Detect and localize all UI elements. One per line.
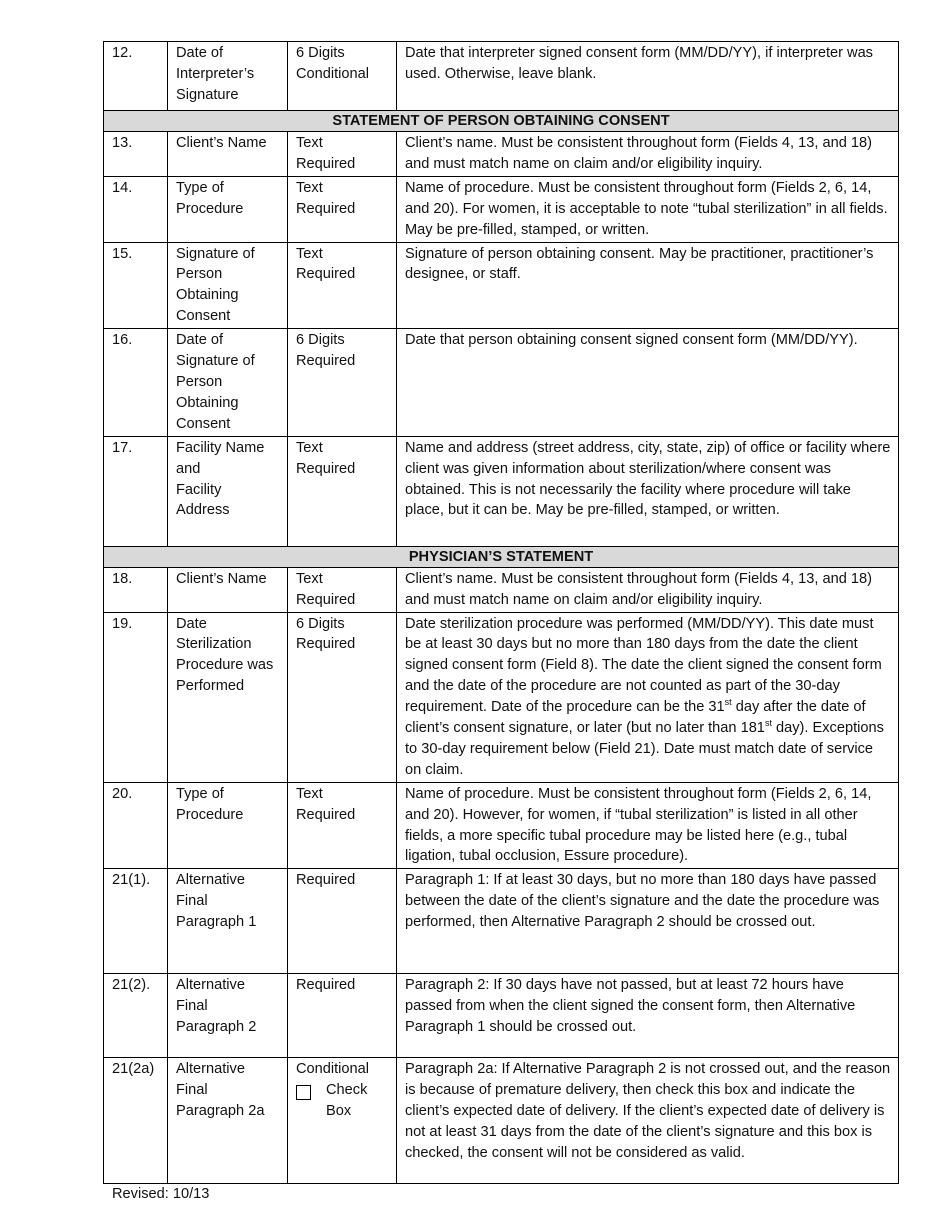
field-format: Required <box>288 869 397 974</box>
table-row <box>104 329 899 437</box>
table-row <box>104 974 899 1058</box>
field-number: 14. <box>104 176 168 242</box>
field-name: Signature of Person Obtaining Consent <box>168 242 288 329</box>
field-number: 15. <box>104 242 168 329</box>
field-number: 17. <box>104 436 168 546</box>
field-format: Text Required <box>288 436 397 546</box>
table-row <box>104 567 899 612</box>
field-number: 16. <box>104 329 168 437</box>
table-row <box>104 242 899 329</box>
field-format <box>288 1058 397 1184</box>
field-description: Client’s name. Must be consistent throughout form (Fields 4, 13, and 18) and must match name on claim and/or eligibility inquiry. <box>397 132 899 177</box>
field-number: 13. <box>104 132 168 177</box>
field-description: Paragraph 2: If 30 days have not passed, but at least 72 hours have passed from when the client signed the consent form, then Alternative Paragraph 1 should be crossed out. <box>397 974 899 1058</box>
field-name: Facility Name and Facility Address <box>168 436 288 546</box>
field-name: Type of Procedure <box>168 782 288 869</box>
table-row <box>104 612 899 782</box>
field-number: 21(1). <box>104 869 168 974</box>
section-header-row <box>104 546 899 567</box>
field-name: Alternative Final Paragraph 2a <box>168 1058 288 1184</box>
field-format: Text Required <box>288 242 397 329</box>
field-name: Client’s Name <box>168 132 288 177</box>
section-title: PHYSICIAN’S STATEMENT <box>104 546 899 567</box>
field-format: Text Required <box>288 132 397 177</box>
field-number: 12. <box>104 42 168 111</box>
field-format: 6 Digits Conditional <box>288 42 397 111</box>
field-description: Signature of person obtaining consent. May be practitioner, practitioner’s designee, or staff. <box>397 242 899 329</box>
field-format: 6 Digits Required <box>288 329 397 437</box>
table-row <box>104 1058 899 1184</box>
field-name: Alternative Final Paragraph 2 <box>168 974 288 1058</box>
checkbox-label: Check Box <box>326 1082 368 1120</box>
field-description: Date that interpreter signed consent form (MM/DD/YY), if interpreter was used. Otherwise, leave blank. <box>397 42 899 111</box>
field-format: Required <box>288 974 397 1058</box>
field-description: Name and address (street address, city, state, zip) of office or facility where client was given information about sterilization/where consent was obtained. This is not necessarily the facility where procedure will take place, but it can be. May be pre-filled, stamped, or written. <box>397 436 899 546</box>
ordinal-suffix: st <box>724 697 732 708</box>
field-format: Text Required <box>288 567 397 612</box>
field-number: 21(2). <box>104 974 168 1058</box>
checkbox[interactable] <box>296 1085 311 1100</box>
field-number: 19. <box>104 612 168 782</box>
ordinal-suffix: st <box>764 718 772 729</box>
field-description: Name of procedure. Must be consistent throughout form (Fields 2, 6, 14, and 20). However, for women, if “tubal sterilization” is listed in all other fields, a more specific tubal procedure may be listed here (e.g., tubal ligation, tubal occlusion, Essure procedure). <box>397 782 899 869</box>
field-name: Date Sterilization Procedure was Performed <box>168 612 288 782</box>
table-row <box>104 436 899 546</box>
field-name: Date of Signature of Person Obtaining Consent <box>168 329 288 437</box>
table-row <box>104 869 899 974</box>
field-format: Text Required <box>288 782 397 869</box>
field-description: Client’s name. Must be consistent throughout form (Fields 4, 13, and 18) and must match name on claim and/or eligibility inquiry. <box>397 567 899 612</box>
table-row <box>104 782 899 869</box>
field-name: Date of Interpreter’s Signature <box>168 42 288 111</box>
field-description: Date that person obtaining consent signed consent form (MM/DD/YY). <box>397 329 899 437</box>
section-header-row <box>104 111 899 132</box>
premature-delivery-checkbox-group <box>296 1080 389 1122</box>
field-description: Date sterilization procedure was performed (MM/DD/YY). This date must be at least 30 days but no more than 180 days from the date the client signed consent form (Field 8). The date the client signed the consent form and the date of the procedure are not counted as part of the 30-day requirement. Date of the procedure can be the 31st day after the date of client’s consent signature, or later (but no later than 181st day). Exceptions to 30-day requirement below (Field 21). Date must match date of service on claim. <box>397 612 899 782</box>
field-name: Client’s Name <box>168 567 288 612</box>
table-row <box>104 42 899 111</box>
field-format: Text Required <box>288 176 397 242</box>
field-name: Alternative Final Paragraph 1 <box>168 869 288 974</box>
field-description: Paragraph 1: If at least 30 days, but no more than 180 days have passed between the date of the client’s signature and the date the procedure was performed, then Alternative Paragraph 2 should be crossed out. <box>397 869 899 974</box>
field-number: 20. <box>104 782 168 869</box>
section-title: STATEMENT OF PERSON OBTAINING CONSENT <box>104 111 899 132</box>
field-format-label: Conditional <box>296 1061 370 1078</box>
field-description: Paragraph 2a: If Alternative Paragraph 2 is not crossed out, and the reason is because of premature delivery, then check this box and indicate the client’s expected date of delivery. If the client’s expected date of delivery is not at least 31 days from the date of the client’s signature and this box is checked, the consent will not be considered as valid. <box>397 1058 899 1184</box>
table-row <box>104 132 899 177</box>
field-number: 21(2a) <box>104 1058 168 1184</box>
field-number: 18. <box>104 567 168 612</box>
revision-footer: Revised: 10/13 <box>112 1186 210 1202</box>
table-row <box>104 176 899 242</box>
field-name: Type of Procedure <box>168 176 288 242</box>
field-instructions-table <box>103 41 899 1184</box>
field-format: 6 Digits Required <box>288 612 397 782</box>
field-description: Name of procedure. Must be consistent throughout form (Fields 2, 6, 14, and 20). For women, it is acceptable to note “tubal sterilization” in all fields. May be pre-filled, stamped, or written. <box>397 176 899 242</box>
